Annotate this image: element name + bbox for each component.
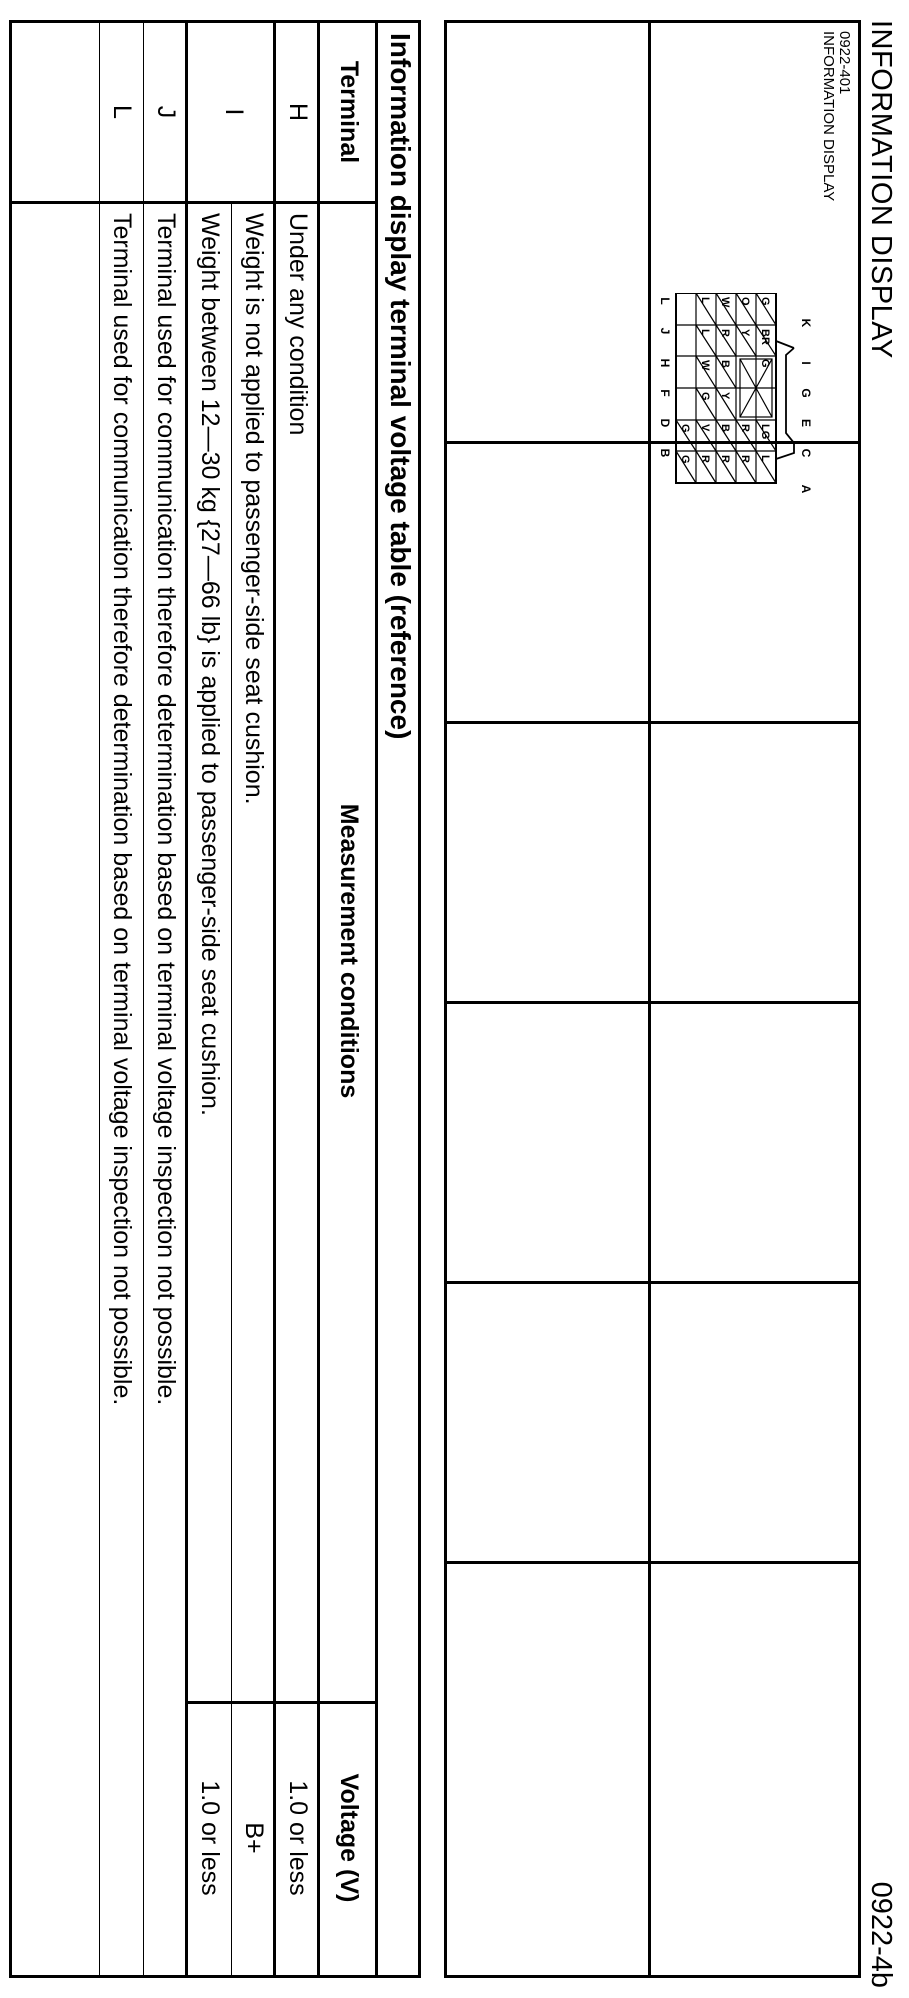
page-code: 0922-4b <box>865 1881 897 1988</box>
grid-divider <box>648 23 651 1975</box>
grid-divider <box>447 1561 858 1564</box>
header-conditions: Measurement conditions <box>335 803 363 1099</box>
wire-color: R <box>699 455 711 463</box>
wire-color: R <box>719 329 731 337</box>
table-rule <box>273 23 276 1975</box>
table-rule <box>317 23 320 1975</box>
wire-color: B <box>719 424 731 432</box>
row-condition: Weight between 12—30 kg {27—66 lb} is applied to passenger-side seat cushion. <box>196 213 224 1116</box>
terminal-voltage-table <box>9 20 421 1978</box>
wire-color: G <box>699 392 711 401</box>
terminal-letter: J <box>658 327 672 335</box>
wire-color: W <box>699 360 711 371</box>
connector-grid <box>444 20 861 1978</box>
row-terminal: L <box>108 105 136 119</box>
wire-color: BR <box>759 329 771 345</box>
header-terminal: Terminal <box>335 60 363 164</box>
terminal-letter: I <box>799 361 813 365</box>
terminal-letter: F <box>658 389 672 397</box>
wire-color: L <box>699 329 711 336</box>
terminal-letter: B <box>658 448 672 458</box>
terminal-letter: G <box>799 388 813 398</box>
wire-color: L <box>759 455 771 462</box>
wire-color: R <box>719 455 731 463</box>
wire-color: Y <box>719 392 731 400</box>
grid-divider <box>447 721 858 724</box>
terminal-letter: A <box>799 484 813 494</box>
wire-color: G <box>759 359 771 368</box>
row-terminal: H <box>284 102 312 122</box>
terminal-letter: D <box>658 418 672 428</box>
terminal-letter: C <box>799 448 813 458</box>
wire-color: R <box>739 424 751 432</box>
connector-diagram <box>656 293 816 503</box>
wire-color: G <box>759 297 771 306</box>
row-condition: Weight is not applied to passenger-side seat cushion. <box>240 213 268 805</box>
row-condition: Terminal used for communication therefore determination based on terminal voltage inspection not possible. <box>108 213 136 1406</box>
connector-label: INFORMATION DISPLAY <box>820 31 837 202</box>
table-rule <box>185 23 188 1975</box>
row-terminal: I <box>220 108 248 116</box>
grid-divider <box>447 1001 858 1004</box>
wire-color: V <box>699 424 711 432</box>
wire-color: R <box>739 455 751 463</box>
table-title: Information display terminal voltage table (reference) <box>385 33 416 740</box>
wire-color: O <box>739 297 751 306</box>
terminal-letter: E <box>799 418 813 428</box>
wire-color: L <box>699 297 711 304</box>
terminal-letter: L <box>658 297 672 305</box>
wire-color: W <box>719 297 731 308</box>
wire-color: LG <box>759 424 771 440</box>
page-title: INFORMATION DISPLAY <box>865 20 897 359</box>
column-divider <box>12 201 378 204</box>
terminal-letter: H <box>658 358 672 368</box>
row-condition: Terminal used for communication therefore determination based on terminal voltage inspection not possible. <box>152 213 180 1406</box>
wire-color: G <box>679 455 691 464</box>
table-rule <box>99 23 100 1975</box>
wire-color: B <box>719 360 731 368</box>
row-terminal: J <box>152 105 180 119</box>
table-rule <box>375 23 378 1975</box>
row-voltage: 1.0 or less <box>284 1780 312 1896</box>
terminal-letter: K <box>799 318 813 328</box>
row-voltage: B+ <box>240 1822 268 1854</box>
row-condition: Under any condition <box>284 213 312 436</box>
grid-divider <box>447 1281 858 1284</box>
table-rule <box>143 23 144 1975</box>
wire-color: G <box>679 424 691 433</box>
connector-code: 0922-401 <box>836 31 853 95</box>
header-voltage: Voltage (V) <box>335 1773 363 1903</box>
table-rule <box>231 201 232 1975</box>
wire-color: Y <box>739 329 751 337</box>
row-voltage: 1.0 or less <box>196 1780 224 1896</box>
